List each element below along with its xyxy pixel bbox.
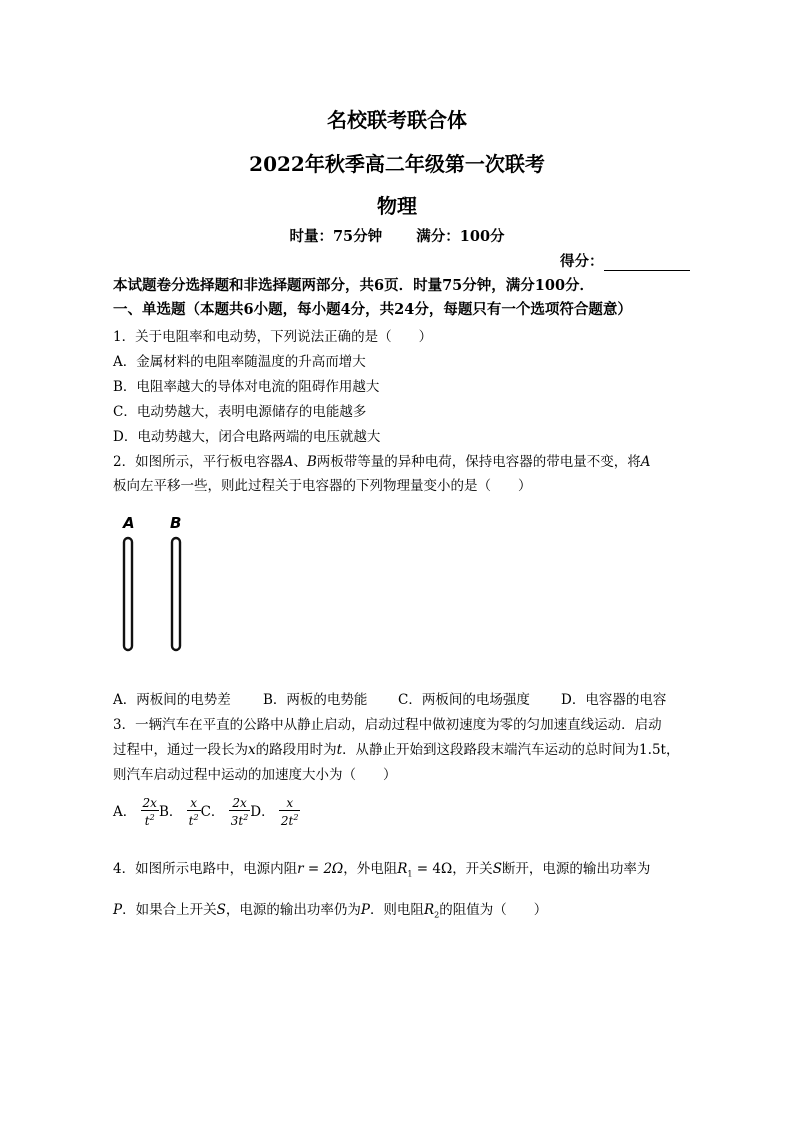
q2-option-d: D．电容器的电容 [561, 692, 667, 708]
time-score-line [0, 225, 794, 246]
intro-text: 本试题卷分选择题和非选择题两部分，共6页．时量75分钟，满分100分． [113, 277, 595, 294]
q3-line1: 3．一辆汽车在平直的公路中从静止启动，启动过程中做初速度为零的匀加速直线运动．启动 [113, 717, 662, 733]
q3-opt-c-fraction: $\frac{2x}{3t^2}$ [230, 796, 249, 828]
q1-option-a: A．金属材料的电阻率随温度的升高而增大 [113, 354, 366, 370]
q2-option-b: B．两板的电势能 [263, 692, 368, 708]
q3-opt-a-label: A． [113, 804, 137, 820]
q3-opt-d-label: D． [250, 804, 275, 820]
capacitor-figure [110, 510, 200, 660]
plate-b [172, 538, 180, 650]
q3-options [113, 797, 300, 828]
score-blank [604, 256, 690, 271]
plate-a [124, 538, 132, 650]
q3-opt-b-label: B． [158, 804, 183, 820]
plate-b-label: B [170, 514, 182, 532]
score-field [560, 250, 690, 271]
q2-stem-line1: 2．如图所示，平行板电容器A、B两板带等量的异种电荷，保持电容器的带电量不变，将A [113, 454, 651, 470]
org-title: 名校联考联合体 [327, 108, 467, 132]
q3-line3: 则汽车启动过程中运动的加速度大小为（ ） [113, 767, 397, 783]
exam-title: 2022年秋季高二年级第一次联考 [249, 152, 545, 176]
q2-option-c: C．两板间的电场强度 [398, 692, 530, 708]
section1-title: 一、单选题（本题共6小题，每小题4分，共24分，每题只有一个选项符合题意） [113, 301, 632, 318]
q1-stem: 1．关于电阻率和电动势，下列说法正确的是（ ） [113, 329, 433, 345]
q4-line2: P．如果合上开关S，电源的输出功率仍为P．则电阻$R_2$的阻值为（ ） [113, 902, 548, 920]
q3-opt-c-label: C． [200, 804, 225, 820]
score-label: 得分： [560, 253, 604, 270]
q1-option-b: B．电阻率越大的导体对电流的阻碍作用越大 [113, 379, 380, 395]
plate-a-label: A [123, 514, 135, 532]
q1-option-d: D．电动势越大，闭合电路两端的电压就越大 [113, 429, 381, 445]
q2-stem-line2: 板向左平移一些，则此过程关于电容器的下列物理量变小的是（ ） [113, 478, 532, 494]
q3-opt-b-fraction: $\frac{x}{t^2}$ [188, 796, 199, 828]
time-info: 时量：75分钟 [289, 228, 383, 245]
q2-option-a: A．两板间的电势差 [113, 692, 231, 708]
q3-line2: 过程中，通过一段长为x的路段用时为t．从静止开始到这段路段末端汽车运动的总时间为1.5t， [113, 742, 680, 758]
q4-line1: 4．如图所示电路中，电源内阻r = 2Ω，外电阻$R_1 = 4\Omega$，开关S断开，电源的输出功率为 [113, 861, 651, 879]
subject-title: 物理 [377, 194, 417, 218]
score-info: 满分：100分 [416, 228, 505, 245]
q1-option-c: C．电动势越大，表明电源储存的电能越多 [113, 404, 367, 420]
q3-opt-a-fraction: $\frac{2x}{t^2}$ [142, 796, 157, 828]
q3-opt-d-fraction: $\frac{x}{2t^2}$ [280, 796, 299, 828]
